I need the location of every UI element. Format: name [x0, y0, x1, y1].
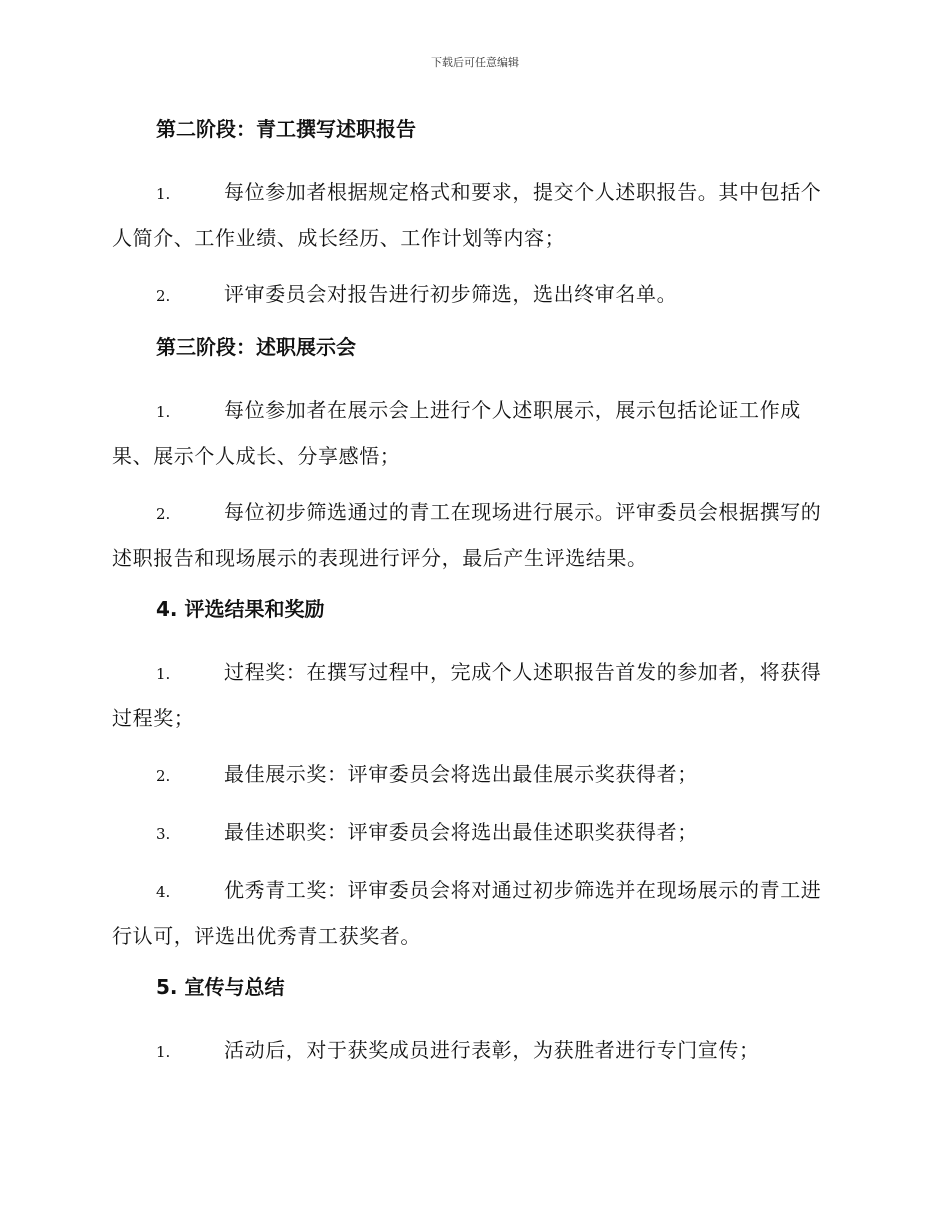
- list-number: 2.: [156, 505, 171, 523]
- list-number: 4.: [156, 883, 171, 901]
- list-text: 最佳述职奖：评审委员会将选出最佳述职奖获得者；: [224, 820, 698, 844]
- list-text: 最佳展示奖：评审委员会将选出最佳展示奖获得者；: [224, 762, 698, 786]
- list-text: 评审委员会对报告进行初步筛选，选出终审名单。: [224, 282, 678, 306]
- list-number: 1.: [156, 1043, 171, 1061]
- list-item: [112, 1028, 834, 1074]
- list-number: 1.: [156, 665, 171, 683]
- list-text: 过程奖：在撰写过程中，完成个人述职报告首发的参加者，将获得过程奖；: [112, 660, 822, 730]
- list-number: 1.: [156, 185, 171, 203]
- list-item: [112, 490, 834, 580]
- section-heading-stage2: 第二阶段：青工撰写述职报告: [156, 117, 416, 141]
- section-heading-summary: 5. 宣传与总结: [156, 975, 285, 999]
- list-number: 2.: [156, 767, 171, 785]
- list-item: [112, 868, 834, 958]
- list-item: [112, 388, 834, 478]
- list-text: 每位初步筛选通过的青工在现场进行展示。评审委员会根据撰写的述职报告和现场展示的表现进行评分，最后产生评选结果。: [112, 500, 822, 570]
- list-text: 每位参加者根据规定格式和要求，提交个人述职报告。其中包括个人简介、工作业绩、成长经历、工作计划等内容；: [112, 180, 822, 250]
- list-number: 1.: [156, 403, 171, 421]
- page-header: 下载后可任意编辑: [431, 56, 519, 69]
- list-item: [112, 170, 834, 260]
- list-item: [112, 272, 834, 318]
- document-body: [112, 112, 834, 1074]
- list-item: [112, 650, 834, 740]
- section-heading-stage3: 第三阶段：述职展示会: [156, 335, 356, 359]
- section-heading-awards: 4. 评选结果和奖励: [156, 597, 325, 621]
- list-text: 活动后，对于获奖成员进行表彰，为获胜者进行专门宣传；: [224, 1038, 760, 1062]
- list-number: 2.: [156, 287, 171, 305]
- list-item: [112, 810, 834, 856]
- list-item: [112, 752, 834, 798]
- list-text: 每位参加者在展示会上进行个人述职展示，展示包括论证工作成果、展示个人成长、分享感悟；: [112, 398, 801, 468]
- list-number: 3.: [156, 825, 171, 843]
- list-text: 优秀青工奖：评审委员会将对通过初步筛选并在现场展示的青工进行认可，评选出优秀青工获奖者。: [112, 878, 822, 948]
